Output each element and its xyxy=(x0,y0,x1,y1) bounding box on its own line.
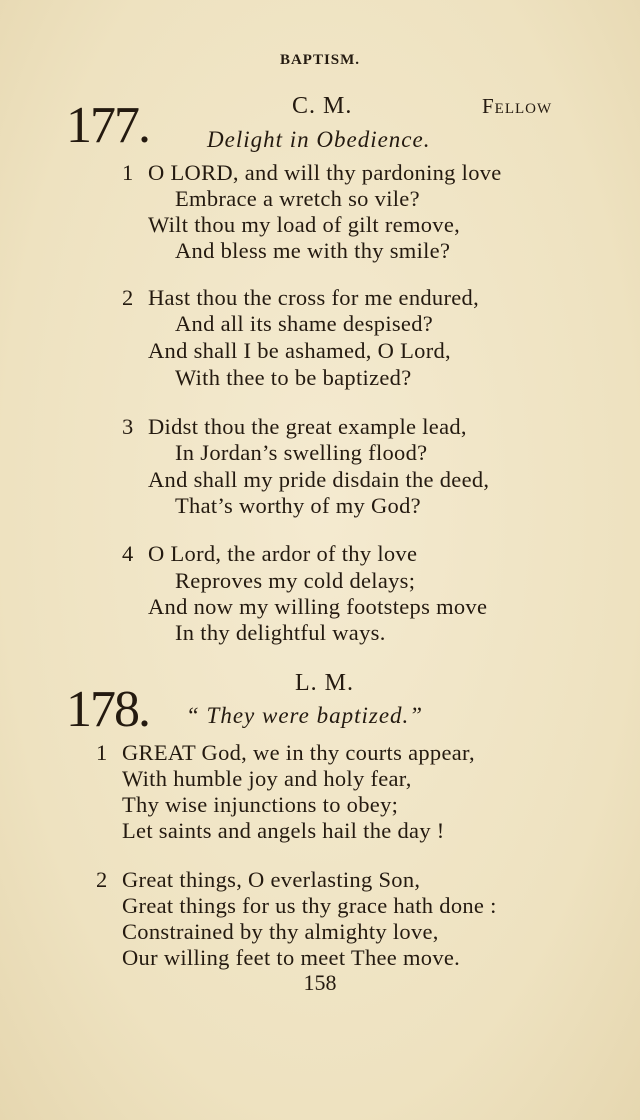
verse-number: 2 xyxy=(122,285,134,310)
verse-line: And shall I be ashamed, O Lord, xyxy=(148,338,451,363)
verse-line: Hast thou the cross for me endured, xyxy=(148,285,480,310)
hymn-meter: C. M. xyxy=(292,93,353,119)
page-number: 158 xyxy=(303,970,337,995)
verse-line: O LORD, and will thy pardoning love xyxy=(148,160,502,185)
verse-line: And bless me with thy smile? xyxy=(175,238,451,263)
verse-line: Let saints and angels hail the day ! xyxy=(122,818,445,843)
verse-line: In Jordan’s swelling flood? xyxy=(175,440,428,465)
hymn-subtitle: “ They were baptized.” xyxy=(186,703,424,728)
verse-line: With humble joy and holy fear, xyxy=(122,766,412,791)
verse-line: O Lord, the ardor of thy love xyxy=(148,541,418,566)
verse-number: 1 xyxy=(122,160,134,185)
verse-number: 1 xyxy=(96,740,108,765)
verse-line: Great things, O everlasting Son, xyxy=(122,867,421,892)
verse-line: With thee to be baptized? xyxy=(175,365,412,390)
verse-line: Constrained by thy almighty love, xyxy=(122,919,439,944)
hymn-tune: Fellow xyxy=(482,94,553,118)
verse-line: Wilt thou my load of gilt remove, xyxy=(148,212,461,237)
verse-line: GREAT God, we in thy courts appear, xyxy=(122,740,475,765)
verse-line: That’s worthy of my God? xyxy=(175,493,421,518)
verse-line: And all its shame despised? xyxy=(175,311,434,336)
verse-line: Embrace a wretch so vile? xyxy=(175,186,420,211)
verse-line: Thy wise injunctions to obey; xyxy=(122,792,399,817)
verse-line: And now my willing footsteps move xyxy=(148,594,488,619)
verse-number: 3 xyxy=(122,414,134,439)
verse-line: In thy delightful ways. xyxy=(175,620,386,645)
verse-line: Didst thou the great example lead, xyxy=(148,414,467,439)
hymn-number: 177. xyxy=(66,97,149,154)
verse-number: 2 xyxy=(96,867,108,892)
verse-line: Our willing feet to meet Thee move. xyxy=(122,945,461,970)
verse-line: And shall my pride disdain the deed, xyxy=(148,467,490,492)
verse-line: Great things for us thy grace hath done : xyxy=(122,893,497,918)
verse-number: 4 xyxy=(122,541,134,566)
verse-line: Reproves my cold delays; xyxy=(175,568,416,593)
hymn-subtitle: Delight in Obedience. xyxy=(207,127,431,152)
section-header: BAPTISM. xyxy=(279,52,361,68)
hymn-number: 178. xyxy=(66,681,149,738)
hymn-meter: L. M. xyxy=(295,670,354,696)
